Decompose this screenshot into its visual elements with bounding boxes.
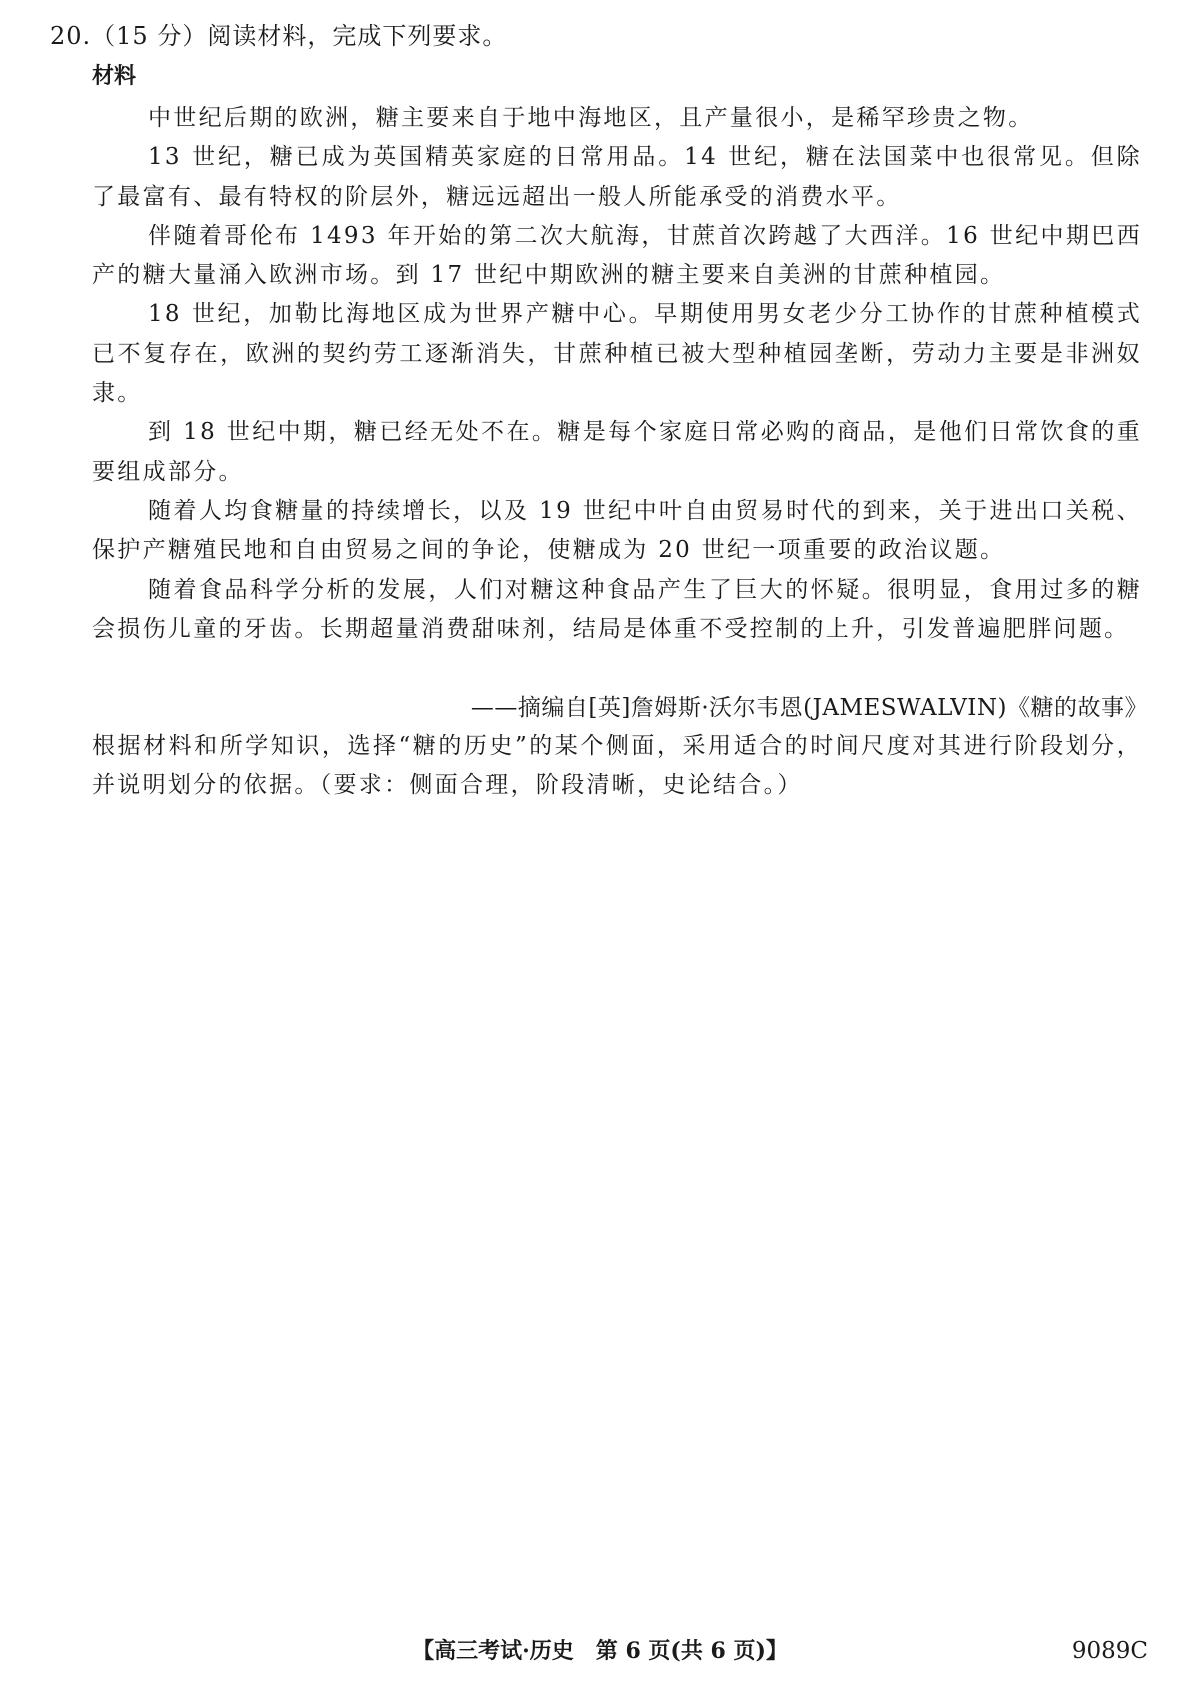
footer-exam-code: 9089C [1071, 1638, 1148, 1664]
material-paragraph: 18 世纪，加勒比海地区成为世界产糖中心。早期使用男女老少分工协作的甘蔗种植模式已不复存在，欧洲的契约劳工逐渐消失，甘蔗种植已被大型种植园垄断，劳动力主要是非洲奴隶。 [92, 301, 1142, 407]
material-paragraph: 13 世纪，糖已成为英国精英家庭的日常用品。14 世纪，糖在法国菜中也很常见。但除了最富有、最有特权的阶层外，糖远远超出一般人所能承受的消费水平。 [92, 144, 1142, 210]
question-prompt: 根据材料和所学知识，选择“糖的历史”的某个侧面，采用适合的时间尺度对其进行阶段划分，并说明划分的依据。（要求：侧面合理，阶段清晰，史论结合。） [92, 733, 1142, 799]
material-paragraph: 到 18 世纪中期，糖已经无处不在。糖是每个家庭日常必购的商品，是他们日常饮食的重要组成部分。 [92, 419, 1142, 485]
material-paragraph: 伴随着哥伦布 1493 年开始的第二次大航海，甘蔗首次跨越了大西洋。16 世纪中期巴西产的糖大量涌入欧洲市场。到 17 世纪中期欧洲的糖主要来自美洲的甘蔗种植园。 [92, 222, 1142, 289]
material-body [92, 99, 1142, 649]
material-paragraph: 中世纪后期的欧洲，糖主要来自于地中海地区，且产量很小，是稀罕珍贵之物。 [148, 105, 1034, 131]
material-paragraph: 随着食品科学分析的发展，人们对糖这种食品产生了巨大的怀疑。很明显，食用过多的糖会损伤儿童的牙齿。长期超量消费甜味剂，结局是体重不受控制的上升，引发普遍肥胖问题。 [92, 576, 1142, 642]
material-label: 材料 [92, 64, 137, 89]
source-citation: ——摘编自[英]詹姆斯·沃尔韦恩(JAMESWALVIN)《糖的故事》 [470, 695, 1148, 721]
question-header: 20.（15 分）阅读材料，完成下列要求。 [50, 22, 508, 50]
footer-page-info: 【高三考试·历史 第 6 页(共 6 页)】 [412, 1638, 788, 1664]
material-paragraph: 随着人均食糖量的持续增长，以及 19 世纪中叶自由贸易时代的到来，关于进出口关税、保护产糖殖民地和自由贸易之间的争论，使糖成为 20 世纪一项重要的政治议题。 [92, 497, 1142, 564]
page-footer [0, 1633, 1200, 1669]
